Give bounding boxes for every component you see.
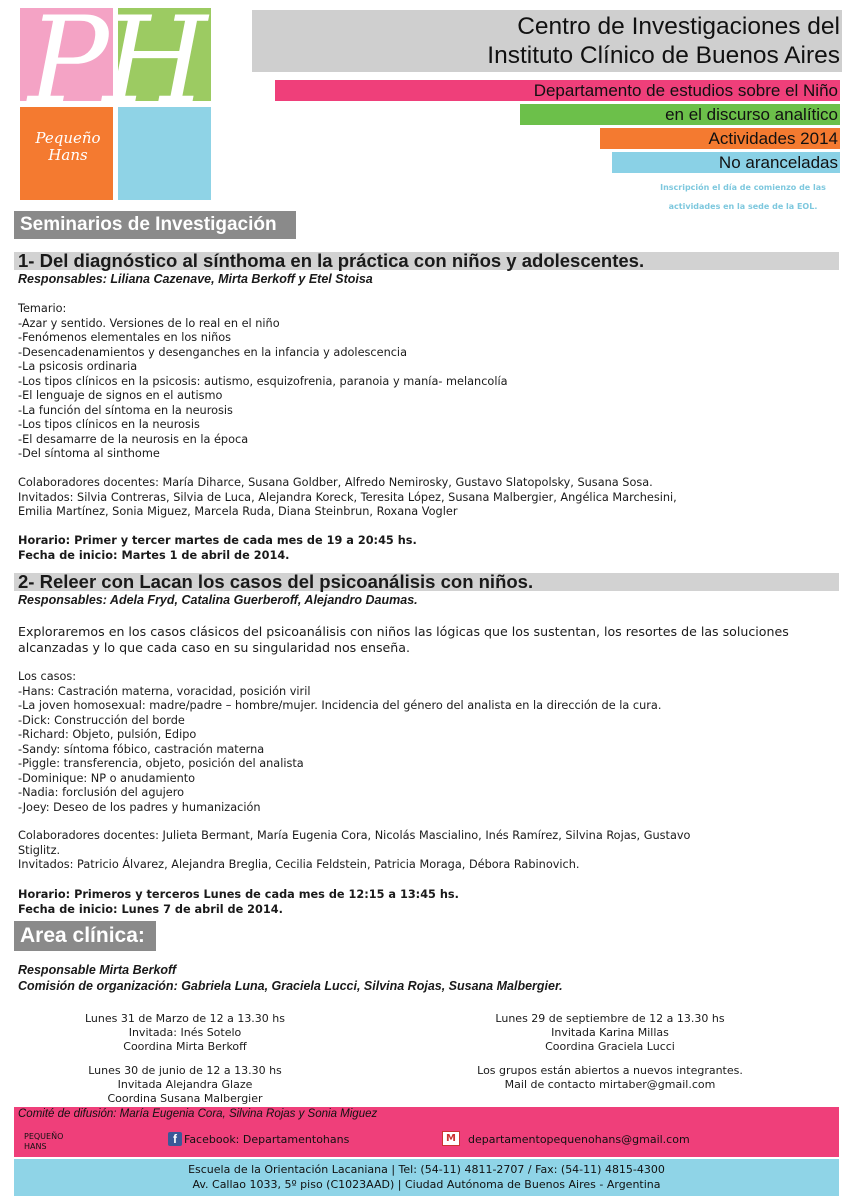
list-item: -Dick: Construcción del borde bbox=[18, 713, 185, 727]
footer-logo-text: PEQUEÑO HANS bbox=[24, 1132, 64, 1151]
header-bar-free: No aranceladas bbox=[612, 152, 840, 173]
list-item: -El desamarre de la neurosis en la época bbox=[18, 432, 249, 446]
seminar-2-schedule: Horario: Primeros y terceros Lunes de cada mes de 12:15 a 13:45 hs. Fecha de inicio: Lunes 7 de abril de 2014. bbox=[18, 888, 459, 916]
mail-icon[interactable]: M bbox=[442, 1131, 460, 1146]
list-item: -Los tipos clínicos en la psicosis: autismo, esquizofrenia, paranoia y manía- melancolía bbox=[18, 374, 508, 388]
header-bar-department: Departamento de estudios sobre el Niño bbox=[275, 80, 840, 101]
seminar-1-temario: Temario: -Azar y sentido. Versiones de lo real en el niño -Fenómenos elementales en los niños -Desencadenamientos y desenganches en la infancia y adolescencia -La psicosis ordinaria -Los tipos clínicos en la psicosis: autismo, esquizofrenia, paranoia y manía- melancolía -El lenguaje de signos en el autismo -La función del síntoma en la neurosis -Los tipos clínicos en la neurosis -El desamarre de la neurosis en la época -Del síntoma al sinthome bbox=[18, 302, 508, 460]
list-item: -Joey: Deseo de los padres y humanización bbox=[18, 800, 261, 814]
clinica-responsable: Responsable Mirta Berkoff bbox=[18, 963, 177, 977]
list-item: -Dominique: NP o anudamiento bbox=[18, 771, 196, 785]
clinica-session-march: Lunes 31 de Marzo de 12 a 13.30 hs Invitada: Inés Sotelo Coordina Mirta Berkoff bbox=[84, 1012, 286, 1053]
list-item: -Desencadenamientos y desenganches en la infancia y adolescencia bbox=[18, 345, 407, 359]
seminarios-heading: Seminarios de Investigación bbox=[14, 211, 296, 239]
clinica-session-june: Lunes 30 de junio de 12 a 13.30 hs Invitada Alejandra Glaze Coordina Susana Malbergier bbox=[88, 1064, 282, 1105]
logo-name: Pequeño Hans bbox=[35, 129, 101, 164]
logo bbox=[20, 0, 212, 198]
footer-comite: Comité de difusión: María Eugenia Cora, Silvina Rojas y Sonia Miguez bbox=[18, 1108, 378, 1120]
seminar-2-casos: Los casos: -Hans: Castración materna, voracidad, posición viril -La joven homosexual: madre/padre – hombre/mujer. Incidencia del género del analista en la dirección de la cura. -Dick: Construcción del borde -Richard: Objeto, pulsión, Edipo -Sandy: síntoma fóbico, castración materna -Piggle: transferencia, objeto, posición del analista -Dominique: NP o anudamiento -Nadia: forclusión del agujero -Joey: Deseo de los padres y humanización bbox=[18, 670, 662, 814]
facebook-icon[interactable]: f bbox=[168, 1132, 182, 1146]
list-item: -Azar y sentido. Versiones de lo real en el niño bbox=[18, 316, 280, 330]
email-link[interactable]: departamentopequenohans@gmail.com bbox=[468, 1133, 690, 1146]
list-item: -Sandy: síntoma fóbico, castración materna bbox=[18, 742, 265, 756]
footer-address: Escuela de la Orientación Lacaniana | Tel: (54-11) 4811-2707 / Fax: (54-11) 4815-4300 Av. Callao 1033, 5º piso (C1023AAD) | Ciudad Autónoma de Buenos Aires - Argentina bbox=[188, 1163, 665, 1191]
list-item: -La joven homosexual: madre/padre – hombre/mujer. Incidencia del género del analista en la dirección de la cura. bbox=[18, 699, 662, 712]
list-item: -Hans: Castración materna, voracidad, posición viril bbox=[18, 684, 311, 698]
list-item: -El lenguaje de signos en el autismo bbox=[18, 389, 223, 402]
list-item: -Nadia: forclusión del agujero bbox=[18, 786, 185, 799]
header-title: Centro de Investigaciones del Instituto Clínico de Buenos Aires bbox=[487, 13, 840, 69]
list-item: -La función del síntoma en la neurosis bbox=[18, 403, 233, 417]
seminar-1-title: 1- Del diagnóstico al sínthoma en la práctica con niños y adolescentes. bbox=[14, 252, 839, 270]
header-bar-activities: Actividades 2014 bbox=[600, 128, 840, 149]
seminar-1-responsables: Responsables: Liliana Cazenave, Mirta Berkoff y Etel Stoisa bbox=[18, 272, 373, 286]
seminar-2-docentes: Colaboradores docentes: Julieta Bermant, María Eugenia Cora, Nicolás Mascialino, Inés Ramírez, Silvina Rojas, Gustavo Stiglitz. Invitados: Patricio Álvarez, Alejandra Breglia, Cecilia Feldstein, Patricia Moraga, Débora Rabinovich. bbox=[18, 829, 691, 871]
list-item: -Richard: Objeto, pulsión, Edipo bbox=[18, 728, 197, 741]
inscription-note: Inscripción el día de comienzo de las actividades en la sede de la EOL. bbox=[660, 183, 826, 211]
seminar-2-intro: Exploraremos en los casos clásicos del psicoanálisis con niños las lógicas que los sustentan, los resortes de las soluciones alcanzadas y lo que cada caso en su singularidad nos enseña. bbox=[18, 624, 789, 655]
seminar-2-title: 2- Releer con Lacan los casos del psicoanálisis con niños. bbox=[14, 573, 839, 591]
list-item: -Fenómenos elementales en los niños bbox=[18, 331, 232, 344]
seminar-1-schedule: Horario: Primer y tercer martes de cada mes de 19 a 20:45 hs. Fecha de inicio: Martes 1 de abril de 2014. bbox=[18, 534, 417, 562]
clinica-heading: Area clínica: bbox=[14, 921, 156, 951]
list-item: -Los tipos clínicos en la neurosis bbox=[18, 418, 200, 431]
clinica-comision: Comisión de organización: Gabriela Luna, Graciela Lucci, Silvina Rojas, Susana Malbergier. bbox=[18, 979, 563, 993]
facebook-link[interactable]: Facebook: Departamentohans bbox=[184, 1133, 350, 1146]
list-item: -Del síntoma al sinthome bbox=[18, 447, 160, 460]
header-bar-discourse: en el discurso analítico bbox=[520, 104, 840, 125]
logo-letters: PH bbox=[28, 0, 202, 131]
seminar-1-docentes: Colaboradores docentes: María Diharce, Susana Goldber, Alfredo Nemirosky, Gustavo Slatopolsky, Susana Sosa. Invitados: Silvia Contreras, Silvia de Luca, Alejandra Koreck, Teresita López, Susana Malbergier, Angélica Marchesini, Emilia Martínez, Sonia Miguez, Marcela Ruda, Diana Steinbrun, Roxana Vogler bbox=[18, 476, 677, 518]
clinica-session-september: Lunes 29 de septiembre de 12 a 13.30 hs Invitada Karina Millas Coordina Graciela Lucci bbox=[495, 1012, 725, 1053]
list-item: -Piggle: transferencia, objeto, posición del analista bbox=[18, 757, 304, 770]
list-item: -La psicosis ordinaria bbox=[18, 360, 138, 373]
clinica-contact: Los grupos están abiertos a nuevos integrantes. Mail de contacto mirtaber@gmail.com bbox=[477, 1064, 743, 1091]
seminar-2-responsables: Responsables: Adela Fryd, Catalina Guerberoff, Alejandro Daumas. bbox=[18, 593, 418, 607]
